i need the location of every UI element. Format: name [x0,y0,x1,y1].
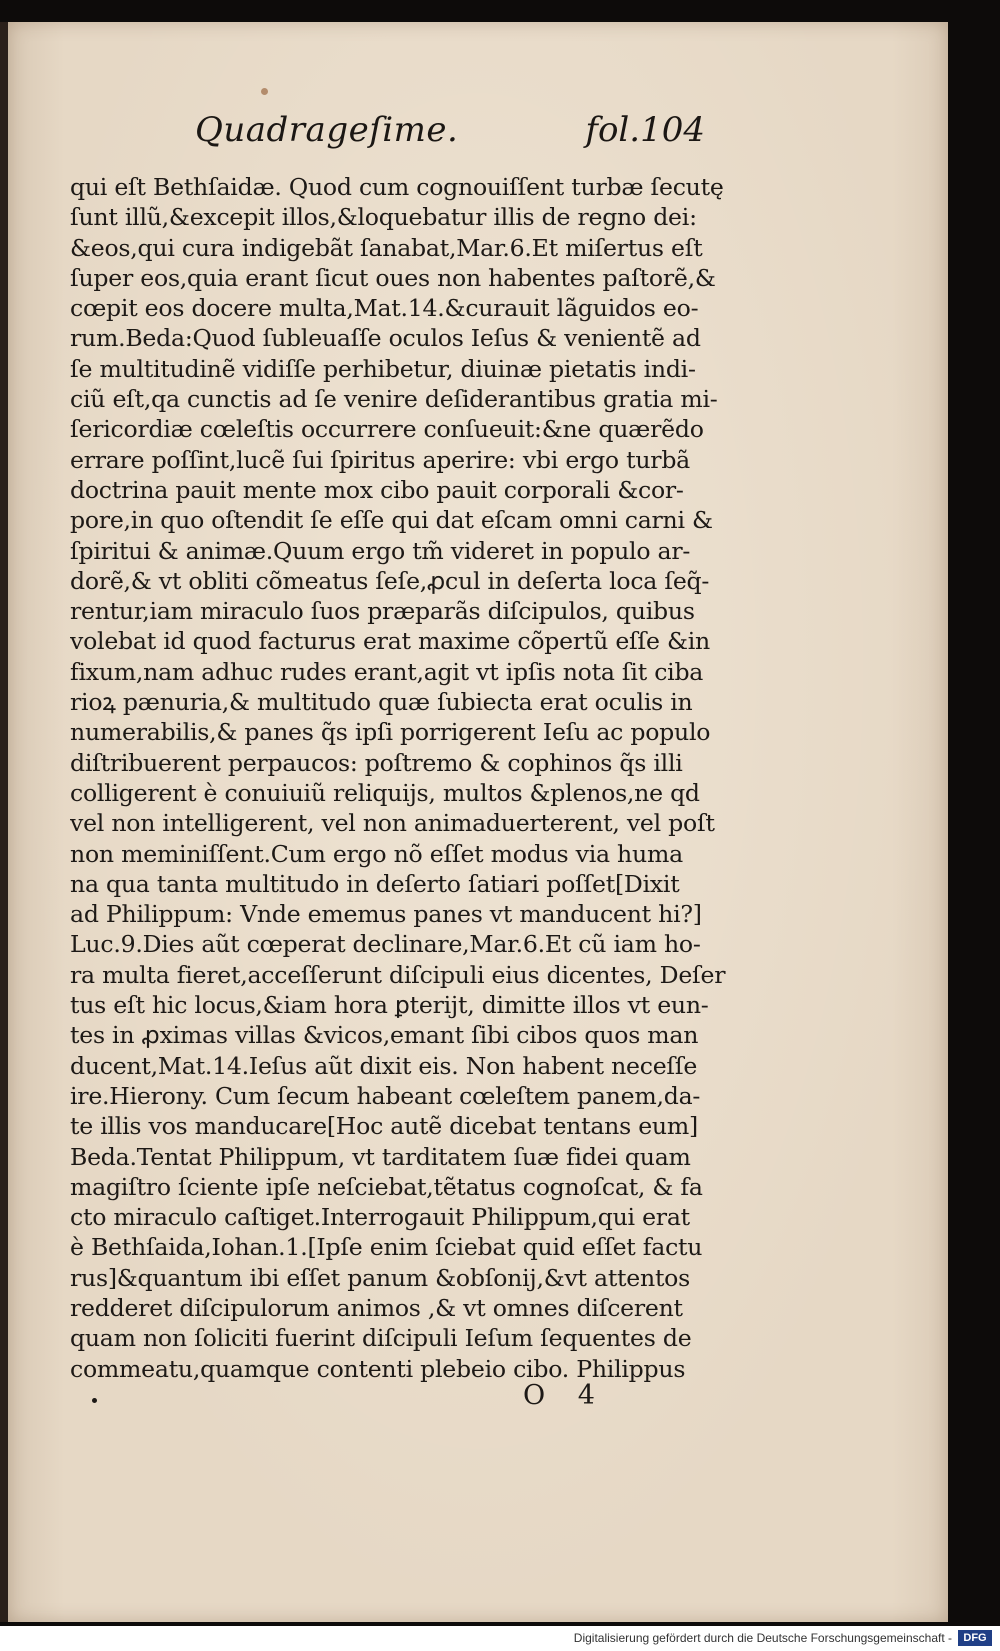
text-line: cœpit eos docere multa,Mat.14.&curauit lãguidos eo- [70,294,699,323]
text-line: qui eſt Bethſaidæ. Quod cum cognouiſſent turbæ ſecutę [70,173,724,201]
body-text [70,172,750,1384]
text-line: vel non intelligerent, vel non animaduerterent, vel poſt [70,809,715,838]
text-line: na qua tanta multitudo in deſerto ſatiari poſſet[Dixit [70,869,680,898]
text-line: te illis vos manducare[Hoc autẽ dicebat tentans eum] [70,1112,698,1141]
text-line: &eos,qui cura indigebãt ſanabat,Mar.6.Et miſertus eſt [70,233,703,262]
text-line: rioꝝ pænuria,& multitudo quæ ſubiecta erat oculis in [70,688,693,717]
text-line: rus]&quantum ibi eſſet panum &obſonij,&vt attentos [70,1263,690,1292]
text-line: pore,in quo oſtendit ſe eſſe qui dat eſcam omni carni & [70,506,713,535]
text-line: non meminiſſent.Cum ergo nõ eſſet modus via huma [70,839,683,868]
text-line: commeatu,quamque contenti plebeio cibo. Philippus [70,1354,686,1383]
text-line: doctrina pauit mente mox cibo pauit corporali &cor- [70,475,684,504]
text-line: ſunt illũ,&excepit illos,&loquebatur illis de regno dei: [70,203,697,232]
text-line: numerabilis,& panes q̃s ipſi porrigerent Ieſu ac populo [70,718,711,747]
text-line: redderet diſcipulorum animos ,& vt omnes diſcerent [70,1293,683,1322]
text-line: Luc.9.Dies aũt cœperat declinare,Mar.6.Et cũ iam ho- [70,930,701,959]
dfg-logo-icon: DFG [958,1630,992,1646]
text-line: ſpiritui & animæ.Quum ergo tm̃ videret in populo ar- [70,536,691,565]
text-line: quam non ſoliciti fuerint diſcipuli Ieſum ſequentes de [70,1324,692,1353]
text-line: rentur,iam miraculo ſuos præparãs diſcipulos, quibus [70,597,695,626]
text-line: volebat id quod facturus erat maxime cõpertũ eſſe &in [70,627,710,656]
text-line: errare poſſint,lucẽ ſui ſpiritus aperire: vbi ergo turbã [70,445,691,474]
text-line: ducent,Mat.14.Ieſus aũt dixit eis. Non habent neceſſe [70,1051,698,1080]
footer-bar [0,1626,1000,1651]
text-line: cto miraculo caſtiget.Interrogauit Philippum,qui erat [70,1203,690,1232]
text-line: ire.Hierony. Cum ſecum habeant cœleſtem panem,da- [70,1081,701,1110]
folio-number: fol.104 [585,110,705,150]
text-line: fixum,nam adhuc rudes erant,agit vt ipſis nota ſit ciba [70,657,704,686]
ink-dot [92,1398,97,1403]
text-line: tes in ꝓximas villas &vicos,emant ſibi cibos quos man [70,1021,699,1050]
text-line: ſe multitudinẽ vidiſſe perhibetur, diuinæ pietatis indi- [70,354,696,383]
text-line: dorẽ,& vt obliti cõmeatus ſeſe,ꝓcul in deſerta loca ſeq̃- [70,566,710,595]
signature-mark: O 4 [523,1380,607,1411]
text-line: ſuper eos,quia erant ſicut oues non habentes paſtorẽ,& [70,263,716,292]
text-line: ſericordiæ cœleſtis occurrere conſueuit:&ne quærẽdo [70,415,704,444]
running-title: Quadrageſime. [195,110,459,150]
text-line: rum.Beda:Quod ſubleuaſſe oculos Ieſus & venientẽ ad [70,324,701,353]
text-line: ad Philippum: Vnde ememus panes vt manducent hi?] [70,900,702,929]
text-line: ra multa fieret,acceſſerunt diſcipuli eius dicentes, Deſer [70,960,726,989]
text-line: ciũ eſt,qa cunctis ad ſe venire deſiderantibus gratia mi- [70,385,718,414]
text-line: Beda.Tentat Philippum, vt tarditatem ſuæ fidei quam [70,1142,691,1171]
text-line: diſtribuerent perpaucos: poſtremo & cophinos q̃s illi [70,748,683,777]
funding-note: Digitalisierung gefördert durch die Deutsche Forschungsgemeinschaft - [573,1631,952,1645]
page-header [195,110,705,160]
text-line: magiſtro ſciente ipſe neſciebat,tẽtatus cognoſcat, & fa [70,1172,703,1201]
text-line: tus eſt hic locus,&iam hora ꝑterijt, dimitte illos vt eun- [70,991,709,1020]
text-line: è Bethſaida,Iohan.1.[Ipſe enim ſciebat quid eſſet factu [70,1233,703,1262]
paper-stain [261,88,268,95]
text-line: colligerent è conuiuiũ reliquijs, multos &plenos,ne qd [70,778,700,807]
